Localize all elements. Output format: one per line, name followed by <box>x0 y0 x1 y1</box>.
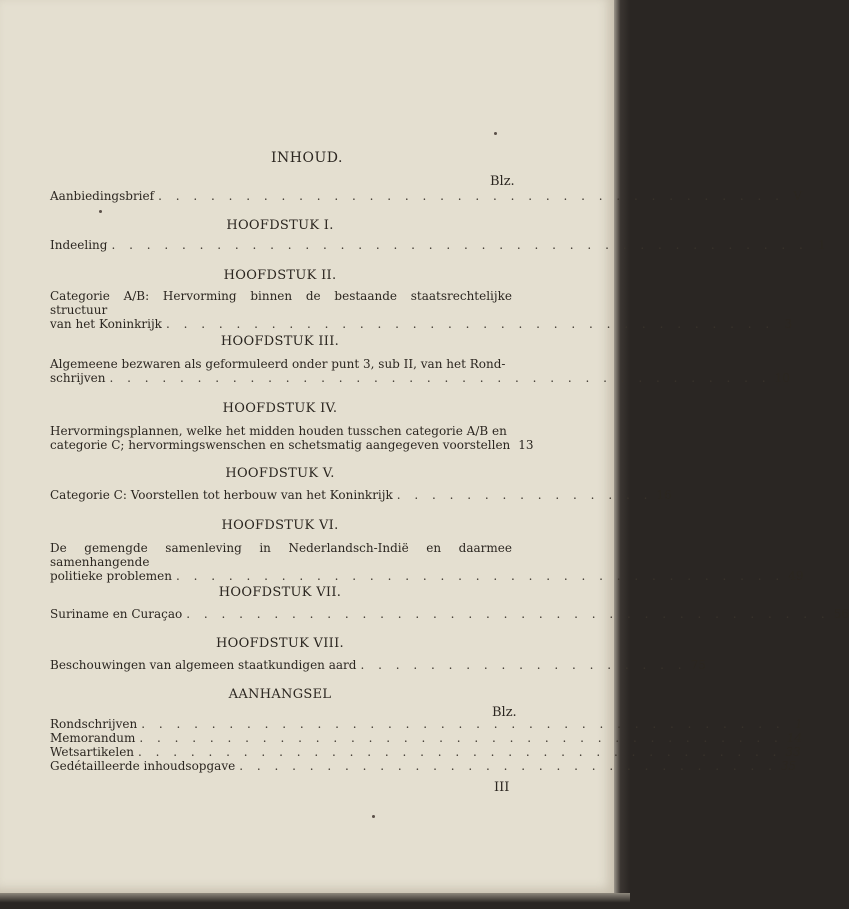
page-title: INHOUD. <box>271 150 343 166</box>
paper-speck <box>372 815 375 818</box>
toc-entry-chapter-8[interactable] <box>50 658 706 672</box>
toc-page-number: 13 <box>518 438 534 452</box>
toc-page-number: 16 <box>656 488 672 502</box>
toc-entry-chapter-5[interactable] <box>50 488 672 502</box>
toc-entry-chapter-1[interactable] <box>50 238 826 252</box>
leader-dots: . . . . . . . . . . . . . . . <box>396 488 653 502</box>
toc-entry-aanbiedingsbrief[interactable] <box>50 189 802 203</box>
toc-entry-label: schrijven <box>50 371 106 385</box>
toc-page-number: 14 <box>786 731 803 745</box>
toc-entry-label: politieke problemen <box>50 569 173 583</box>
toc-entry-text-line: Algemeene bezwaren als geformuleerd onder punt 3, sub II, van het Rond- <box>50 357 506 371</box>
toc-page-number: 10 <box>774 371 790 385</box>
toc-entry-text-line: De gemengde samenleving in Nederlandsch-Indië en daarmee samenhangende <box>50 541 512 569</box>
chapter-heading-4: HOOFDSTUK IV. <box>222 401 338 416</box>
chapter-heading-6: HOOFDSTUK VI. <box>221 518 339 533</box>
toc-page-number: 33 <box>785 745 801 759</box>
leader-dots: . . . . . . . . . . . . . . . . . . . . . . . . . . . . . . . . . . . . . <box>139 731 783 745</box>
leader-dots: . . . . . . . . . . . . . . . . . . . . . . . . . . . . . . . . . . . <box>165 317 775 331</box>
toc-page-number: 49 <box>788 569 804 583</box>
toc-entry-label: van het Koninkrijk <box>50 317 162 331</box>
chapter-heading-3: HOOFDSTUK III. <box>220 334 340 349</box>
toc-page-number: 56 <box>833 607 849 621</box>
toc-entry-text-line: Hervormingsplannen, welke het midden houden tusschen categorie A/B en <box>50 424 507 438</box>
toc-entry-chapter-6[interactable] <box>50 541 804 583</box>
toc-entry-chapter-4[interactable] <box>50 424 534 452</box>
chapter-heading-5: HOOFDSTUK V. <box>225 466 335 481</box>
toc-entry-label: Categorie C: Voorstellen tot herbouw van het Koninkrijk <box>50 488 393 502</box>
toc-entry-label: categorie C; hervormingswenschen en schetsmatig aangegeven voorstellen <box>50 438 511 452</box>
paper-speck <box>494 132 497 135</box>
toc-entry-label: Wetsartikelen <box>50 745 135 759</box>
toc-page-number: 35 <box>780 759 797 773</box>
toc-page-number: 3 <box>784 317 793 331</box>
toc-page-number: 1 <box>818 238 826 252</box>
leader-dots: . . . . . . . . . . . . . . . . . . . <box>360 658 687 672</box>
toc-entry-appendix-1[interactable] <box>50 717 803 731</box>
toc-page-number: 1 <box>795 717 803 731</box>
leader-dots: . . . . . . . . . . . . . . . . . . . . . . . . . . . . . . . <box>239 759 777 773</box>
leader-dots: . . . . . . . . . . . . . . . . . . . . . . . . . . . . . . . . . . . . . <box>138 745 782 759</box>
toc-entry-chapter-2[interactable] <box>50 289 793 331</box>
chapter-heading-1: HOOFDSTUK I. <box>226 218 334 233</box>
leader-dots: . . . . . . . . . . . . . . . . . . . . . . . . . . . . . . . . . . . . <box>158 189 784 203</box>
appendix-heading: AANHANGSEL <box>228 687 332 702</box>
toc-entry-label: Gedétailleerde inhoudsopgave <box>50 759 236 773</box>
page-edge-bottom <box>0 893 630 909</box>
toc-entry-label: Suriname en Curaçao <box>50 607 183 621</box>
paper-speck <box>99 210 102 213</box>
page-number: III <box>494 780 510 795</box>
chapter-heading-2: HOOFDSTUK II. <box>223 268 337 283</box>
toc-entry-appendix-2[interactable] <box>50 731 803 745</box>
toc-entry-chapter-7[interactable] <box>50 607 849 621</box>
toc-entry-label: Indeeling <box>50 238 108 252</box>
toc-entry-label: Aanbiedingsbrief <box>50 189 155 203</box>
leader-dots: . . . . . . . . . . . . . . . . . . . . . . . . . . . . . . . . . . . . . <box>141 717 785 731</box>
toc-entry-label: Rondschrijven <box>50 717 138 731</box>
leader-dots: . . . . . . . . . . . . . . . . . . . . . . . . . . . . . . . . . . . . . . <box>109 371 771 385</box>
toc-page-number: 75 <box>690 658 706 672</box>
leader-dots: . . . . . . . . . . . . . . . . . . . . . . . . . . . . . . . . . . . . . . . . <box>111 238 808 252</box>
appendix-blz-header: Blz. <box>492 705 517 720</box>
chapter-heading-7: HOOFDSTUK VII. <box>218 585 342 600</box>
leader-dots: . . . . . . . . . . . . . . . . . . . . . . . . . . . . . . . . . . . <box>176 569 785 583</box>
toc-entry-label: Memorandum <box>50 731 136 745</box>
chapter-heading-8: HOOFDSTUK VIII. <box>216 636 344 651</box>
blz-header: Blz. <box>490 174 515 189</box>
toc-entry-label: Beschouwingen van algemeen staatkundigen aard <box>50 658 357 672</box>
toc-entry-chapter-3[interactable] <box>50 357 790 385</box>
toc-entry-appendix-4[interactable] <box>50 759 797 773</box>
toc-entry-appendix-3[interactable] <box>50 745 801 759</box>
toc-entry-text-line: Categorie A/B: Hervorming binnen de bestaande staatsrechtelijke structuur <box>50 289 512 317</box>
toc-page-number: V <box>793 189 802 203</box>
leader-dots: . . . . . . . . . . . . . . . . . . . . . . . . . . . . . . . . . . . . . <box>186 607 830 621</box>
